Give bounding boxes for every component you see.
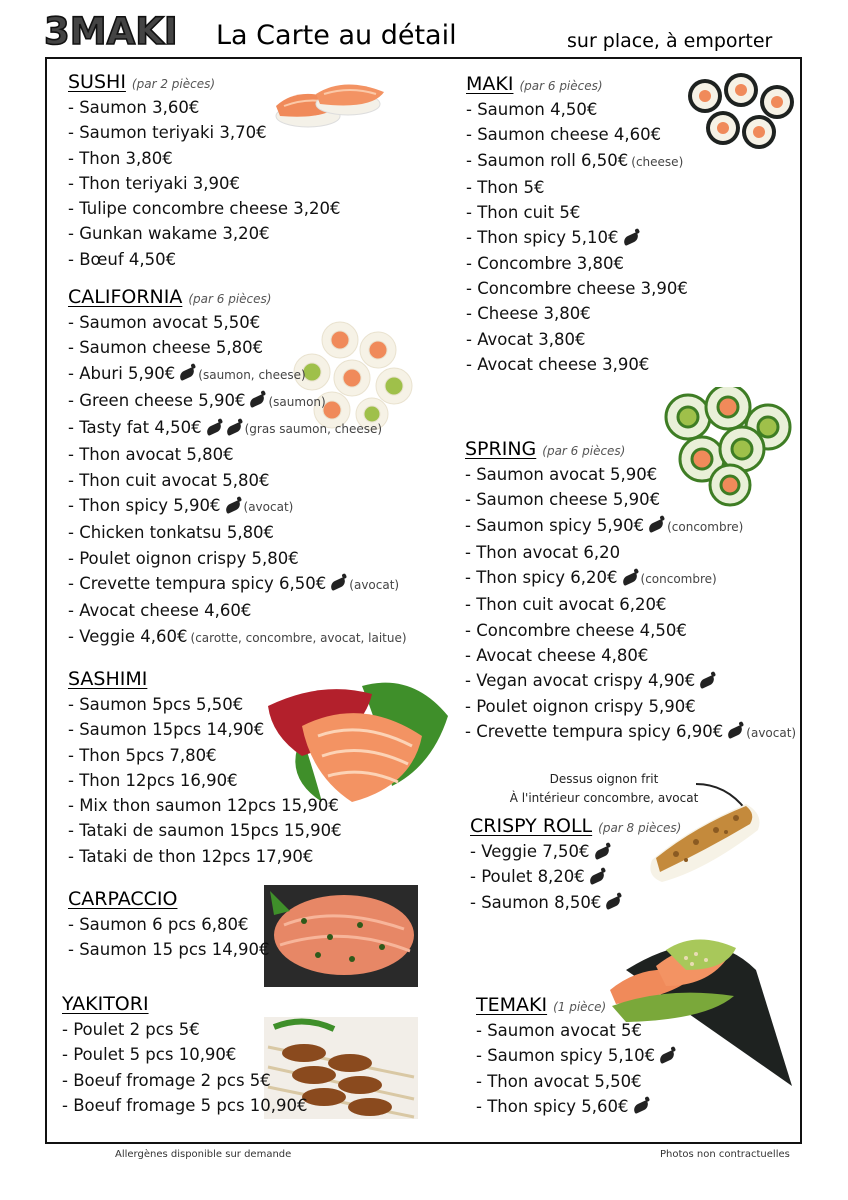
menu-item <box>68 171 340 196</box>
menu-item-note: (gras saumon, cheese) <box>244 422 383 437</box>
menu-item <box>476 1069 675 1094</box>
menu-item <box>465 694 796 719</box>
menu-item-label: - Veggie 4,60€ <box>68 626 188 646</box>
menu-item-label: - Boeuf fromage 2 pcs 5€ <box>62 1070 271 1090</box>
menu-item-note: (saumon) <box>268 394 326 409</box>
menu-item <box>466 301 688 326</box>
menu-item <box>68 912 269 937</box>
section-title-temaki: TEMAKI <box>476 994 548 1016</box>
section-note-maki: (par 6 pièces) <box>519 79 603 93</box>
menu-item-label: - Saumon spicy 5,10€ <box>476 1046 656 1066</box>
menu-item <box>68 415 407 442</box>
menu-item <box>465 719 796 746</box>
chili-pepper-icon <box>622 232 640 246</box>
menu-item <box>465 565 796 592</box>
menu-item-note: (cheese) <box>631 154 684 169</box>
menu-item <box>476 1018 675 1043</box>
menu-item-label: - Crevette tempura spicy 6,50€ <box>68 573 327 593</box>
chili-pepper-icon <box>593 845 611 859</box>
menu-item-label: - Thon 12pcs 16,90€ <box>68 770 238 790</box>
menu-item-label: - Tasty fat 4,50€ <box>68 418 202 438</box>
items-sushi <box>68 95 340 272</box>
menu-item <box>62 1017 308 1042</box>
menu-item-label: - Thon spicy 5,90€ <box>68 496 221 516</box>
crispy-intro-line-1: Dessus oignon frit <box>549 772 659 786</box>
menu-item-label: - Green cheese 5,90€ <box>68 390 246 410</box>
menu-item <box>68 146 340 171</box>
menu-item-label: - Thon 5pcs 7,80€ <box>68 745 217 765</box>
menu-item-label: - Thon 3,80€ <box>68 148 173 168</box>
menu-item <box>466 175 688 200</box>
menu-item-label: - Thon avocat 5,50€ <box>476 1071 642 1091</box>
chili-pepper-icon <box>329 577 347 591</box>
chili-pepper-icon <box>178 367 196 381</box>
section-carpaccio <box>68 886 269 963</box>
logo: 3MAKI <box>44 10 178 53</box>
menu-item-label: - Saumon avocat 5€ <box>476 1021 642 1040</box>
menu-item-label: - Thon cuit avocat 5,80€ <box>68 470 270 490</box>
menu-item-label: - Saumon 3,60€ <box>68 98 200 117</box>
section-california <box>68 284 407 651</box>
menu-item-note: (concombre) <box>667 519 744 534</box>
menu-item-label: - Poulet 2 pcs 5€ <box>62 1020 200 1039</box>
section-title-carpaccio: CARPACCIO <box>68 888 178 910</box>
menu-item <box>68 95 340 120</box>
menu-item <box>68 310 407 335</box>
items-yakitori <box>62 1017 308 1118</box>
section-temaki <box>476 992 675 1119</box>
menu-item <box>68 546 407 571</box>
menu-item-note: (avocat) <box>746 725 797 740</box>
menu-item-label: - Avocat cheese 4,80€ <box>465 646 649 666</box>
menu-item <box>68 768 342 793</box>
menu-item <box>68 388 407 415</box>
section-spring <box>465 436 796 746</box>
menu-item-label: - Saumon avocat 5,90€ <box>465 465 658 484</box>
menu-item-label: - Saumon cheese 5,80€ <box>68 338 264 358</box>
menu-item-label: - Thon avocat 6,20 <box>465 542 621 562</box>
items-spring <box>465 462 796 746</box>
menu-item-note: (concombre) <box>640 572 717 587</box>
menu-item <box>476 1094 675 1119</box>
section-note-crispy: (par 8 pièces) <box>598 821 682 835</box>
menu-item-label: - Tataki de saumon 15pcs 15,90€ <box>68 821 342 841</box>
footer-allergens: Allergènes disponible sur demande <box>115 1149 292 1160</box>
menu-item <box>465 668 796 693</box>
items-california <box>68 310 407 651</box>
chili-pepper-icon <box>621 572 639 586</box>
chili-pepper-icon <box>205 422 223 436</box>
menu-item <box>466 276 688 301</box>
menu-item <box>466 327 688 352</box>
menu-item-label: - Saumon 5pcs 5,50€ <box>68 695 244 714</box>
menu-item-label: - Concombre cheese 4,50€ <box>465 620 687 640</box>
menu-item <box>68 624 407 651</box>
crispy-intro <box>484 770 724 808</box>
menu-item <box>466 225 688 250</box>
menu-item-label: - Saumon roll 6,50€ <box>466 150 629 170</box>
menu-item-label: - Saumon 8,50€ <box>470 892 602 912</box>
menu-item <box>466 148 688 175</box>
section-title-sushi: SUSHI <box>68 71 126 93</box>
menu-item-label: - Avocat 3,80€ <box>466 329 586 349</box>
section-title-sashimi: SASHIMI <box>68 668 148 690</box>
menu-item-label: - Cheese 3,80€ <box>466 304 591 324</box>
items-sashimi <box>68 692 342 869</box>
menu-item <box>470 839 681 864</box>
menu-item <box>466 251 688 276</box>
menu-item <box>68 442 407 467</box>
chili-pepper-icon <box>647 519 665 533</box>
menu-item-label: - Concombre 3,80€ <box>466 253 625 273</box>
menu-item-label: - Vegan avocat crispy 4,90€ <box>465 671 696 691</box>
page-title: La Carte au détail <box>216 20 457 51</box>
menu-item-label: - Chicken tonkatsu 5,80€ <box>68 523 275 543</box>
menu-item <box>68 221 340 246</box>
menu-item <box>68 793 342 818</box>
menu-item <box>62 1068 308 1093</box>
menu-item-note: (avocat) <box>243 500 294 515</box>
menu-item-label: - Concombre cheese 3,90€ <box>466 279 688 299</box>
menu-item-label: - Bœuf 4,50€ <box>68 249 177 269</box>
menu-item <box>68 598 407 623</box>
menu-item <box>465 487 796 512</box>
section-sashimi <box>68 666 342 869</box>
menu-item-note: (saumon, cheese) <box>198 367 306 382</box>
menu-item <box>68 937 269 962</box>
menu-item-label: - Tataki de thon 12pcs 17,90€ <box>68 846 314 866</box>
items-carpaccio <box>68 912 269 963</box>
carpaccio-photo <box>264 885 418 987</box>
menu-item-label: - Boeuf fromage 5 pcs 10,90€ <box>62 1095 308 1115</box>
menu-item <box>465 513 796 540</box>
menu-item <box>68 818 342 843</box>
menu-item <box>465 643 796 668</box>
chili-pepper-icon <box>604 896 622 910</box>
menu-item-label: - Poulet 5 pcs 10,90€ <box>62 1045 237 1065</box>
menu-item-label: - Gunkan wakame 3,20€ <box>68 224 270 244</box>
menu-item <box>68 844 342 869</box>
section-sushi <box>68 69 340 272</box>
menu-item-label: - Saumon 4,50€ <box>466 100 598 119</box>
menu-item <box>68 520 407 545</box>
menu-item-label: - Tulipe concombre cheese 3,20€ <box>68 199 341 219</box>
items-crispy <box>470 839 681 915</box>
menu-item-label: - Saumon 15 pcs 14,90€ <box>68 940 270 960</box>
chili-pepper-icon <box>698 675 716 689</box>
menu-item-label: - Poulet oignon crispy 5,90€ <box>465 696 696 716</box>
menu-item-label: - Saumon cheese 5,90€ <box>465 490 661 510</box>
section-note-temaki: (1 pièce) <box>553 1000 607 1014</box>
section-yakitori <box>62 991 308 1118</box>
menu-item <box>466 97 688 122</box>
header <box>0 0 848 60</box>
crispy-intro-line-2: À l'intérieur concombre, avocat <box>509 791 699 805</box>
menu-item-label: - Saumon 15pcs 14,90€ <box>68 720 265 740</box>
menu-item <box>68 692 342 717</box>
chili-pepper-icon <box>225 422 243 436</box>
menu-item <box>470 890 681 915</box>
menu-item <box>465 618 796 643</box>
menu-item-label: - Saumon spicy 5,90€ <box>465 515 645 535</box>
section-note-california: (par 6 pièces) <box>188 292 272 306</box>
menu-item <box>466 352 688 377</box>
items-temaki <box>476 1018 675 1119</box>
menu-item <box>68 120 340 145</box>
section-note-sushi: (par 2 pièces) <box>131 77 216 91</box>
menu-item-label: - Saumon cheese 4,60€ <box>466 125 662 145</box>
menu-item-label: - Thon cuit 5€ <box>466 203 581 223</box>
menu-item <box>476 1043 675 1068</box>
menu-item-label: - Saumon teriyaki 3,70€ <box>68 123 267 143</box>
section-title-california: CALIFORNIA <box>68 286 183 308</box>
menu-item <box>68 335 407 360</box>
menu-item <box>470 864 681 889</box>
menu-item <box>68 717 342 742</box>
section-note-spring: (par 6 pièces) <box>542 444 626 458</box>
menu-item <box>68 743 342 768</box>
menu-item-note: (carotte, concombre, avocat, laitue) <box>190 630 407 645</box>
menu-item-label: - Aburi 5,90€ <box>68 363 176 383</box>
footer-photos: Photos non contractuelles <box>660 1149 790 1160</box>
menu-item <box>466 200 688 225</box>
menu-item <box>465 462 796 487</box>
menu-item-label: - Thon avocat 5,80€ <box>68 445 234 465</box>
menu-item <box>465 592 796 617</box>
menu-item-label: - Saumon avocat 5,50€ <box>68 313 261 332</box>
items-maki <box>466 97 688 377</box>
menu-item-note: (avocat) <box>349 577 400 592</box>
section-maki <box>466 71 688 377</box>
menu-item-label: - Avocat cheese 3,90€ <box>466 354 650 374</box>
menu-item <box>68 247 340 272</box>
menu-item <box>68 196 340 221</box>
section-title-maki: MAKI <box>466 73 514 95</box>
menu-item <box>62 1042 308 1067</box>
menu-item-label: - Thon 5€ <box>466 177 545 197</box>
menu-item-label: - Poulet oignon crispy 5,80€ <box>68 548 299 568</box>
menu-item-label: - Avocat cheese 4,60€ <box>68 601 252 621</box>
menu-item <box>62 1093 308 1118</box>
chili-pepper-icon <box>726 725 744 739</box>
menu-item-label: - Saumon 6 pcs 6,80€ <box>68 915 249 934</box>
chili-pepper-icon <box>224 500 242 514</box>
menu-item-label: - Mix thon saumon 12pcs 15,90€ <box>68 796 339 816</box>
menu-item-label: - Thon spicy 6,20€ <box>465 568 618 588</box>
menu-item <box>68 571 407 598</box>
section-title-yakitori: YAKITORI <box>62 993 149 1015</box>
menu-item <box>466 122 688 147</box>
chili-pepper-icon <box>658 1050 676 1064</box>
menu-item-label: - Thon cuit avocat 6,20€ <box>465 595 667 615</box>
menu-item-label: - Thon teriyaki 3,90€ <box>68 173 241 193</box>
chili-pepper-icon <box>588 871 606 885</box>
menu-item-label: - Veggie 7,50€ <box>470 842 590 861</box>
chili-pepper-icon <box>632 1100 650 1114</box>
page-subtitle: sur place, à emporter <box>567 30 773 52</box>
section-crispy <box>470 813 681 915</box>
chili-pepper-icon <box>249 394 267 408</box>
maki-photo <box>685 72 797 154</box>
menu-item <box>68 361 407 388</box>
menu-item-label: - Poulet 8,20€ <box>470 867 585 887</box>
menu-item <box>465 540 796 565</box>
section-title-spring: SPRING <box>465 438 537 460</box>
menu-item <box>68 493 407 520</box>
menu-item <box>68 468 407 493</box>
section-title-crispy: CRISPY ROLL <box>470 815 593 837</box>
menu-item-label: - Crevette tempura spicy 6,90€ <box>465 721 724 741</box>
menu-item-label: - Thon spicy 5,60€ <box>476 1096 629 1116</box>
menu-item-label: - Thon spicy 5,10€ <box>466 228 619 248</box>
